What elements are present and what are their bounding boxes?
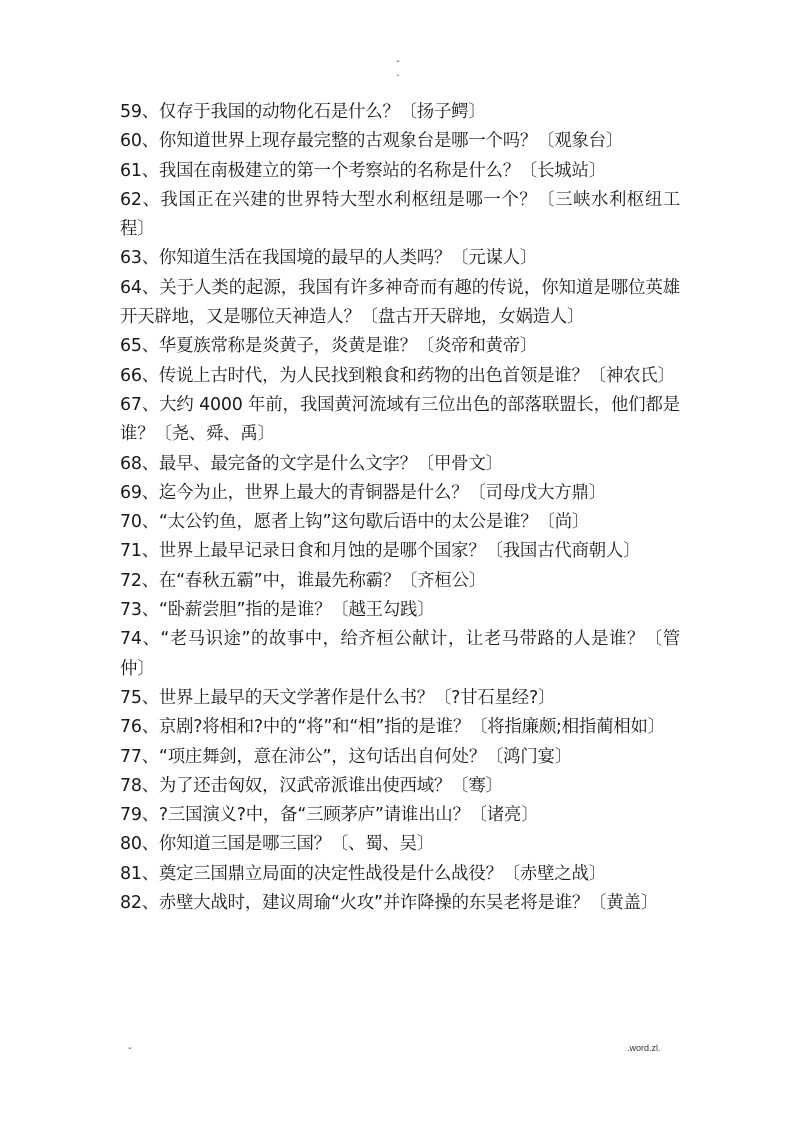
question-item: 67、大约 4000 年前，我国黄河流域有三位出色的部落联盟长，他们都是谁？〔尧、舜、禹〕 — [120, 394, 680, 445]
question-list — [120, 98, 680, 918]
footer-left-mark: - — [128, 1043, 132, 1054]
question-item: 61、我国在南极建立的第一个考察站的名称是什么？〔长城站〕 — [120, 160, 606, 181]
question-item: 62、我国正在兴建的世界特大型水利枢纽是哪一个？〔三峡水利枢纽工程〕 — [120, 189, 680, 240]
question-item: 63、你知道生活在我国境的最早的人类吗？〔元谋人〕 — [120, 248, 538, 269]
header-mark-top: - — [396, 56, 400, 67]
question-item: 65、华夏族常称是炎黄子，炎黄是谁？〔炎帝和黄帝〕 — [120, 336, 538, 357]
question-item: 79、?三国演义?中，备“三顾茅庐”请谁出山？〔诸亮〕 — [120, 805, 539, 826]
question-item: 82、赤壁大战时，建议周瑜“火攻”并诈降操的东吴老将是谁？〔黄盖〕 — [120, 893, 658, 914]
question-item: 75、世界上最早的天文学著作是什么书？〔?甘石星经?〕 — [120, 687, 556, 708]
question-item: 68、最早、最完备的文字是什么文字？〔甲骨文〕 — [120, 453, 503, 474]
question-item: 78、为了还击匈奴，汉武帝派谁出使西域？〔骞〕 — [120, 775, 503, 796]
question-item: 71、世界上最早记录日食和月蚀的是哪个国家？〔我国古代商朝人〕 — [120, 541, 641, 562]
question-item: 73、“卧薪尝胆”指的是谁？〔越王勾践〕 — [120, 600, 435, 621]
question-item: 80、你知道三国是哪三国？〔、蜀、吴〕 — [120, 834, 434, 855]
question-item: 81、奠定三国鼎立局面的决定性战役是什么战役？〔赤壁之战〕 — [120, 863, 606, 884]
question-item: 72、在“春秋五霸”中，谁最先称霸？〔齐桓公〕 — [120, 570, 486, 591]
question-item: 77、“项庄舞剑，意在沛公”，这句话出自何处？〔鸿门宴〕 — [120, 746, 572, 767]
header-mark-bottom: . — [396, 68, 400, 79]
question-item: 74、“老马识途”的故事中，给齐桓公献计，让老马带路的人是谁？〔管仲〕 — [120, 629, 680, 679]
header-mark — [392, 56, 404, 80]
question-item: 76、京剧?将相和?中的“将”和“相”指的是谁？〔将指廉颇;相指蔺相如〕 — [120, 717, 665, 738]
question-item: 60、你知道世界上现存最完整的古观象台是哪一个吗？〔观象台〕 — [120, 131, 624, 152]
question-item: 59、仅存于我国的动物化石是什么？〔扬子鳄〕 — [120, 102, 486, 122]
question-item: 70、“太公钓鱼，愿者上钩”这句歇后语中的太公是谁？〔尚〕 — [120, 512, 590, 533]
question-item: 69、迄今为止，世界上最大的青铜器是什么？〔司母戊大方鼎〕 — [120, 482, 606, 503]
footer-right-mark: .word.zl. — [627, 1043, 661, 1053]
question-item: 66、传说上古时代，为人民找到粮食和药物的出色首领是谁？〔神农氏〕 — [120, 365, 675, 386]
question-item: 64、关于人类的起源，我国有许多神奇而有趣的传说，你知道是哪位英雄开天辟地，又是哪位天神造人？〔盘古开天辟地，女娲造人〕 — [120, 277, 680, 328]
